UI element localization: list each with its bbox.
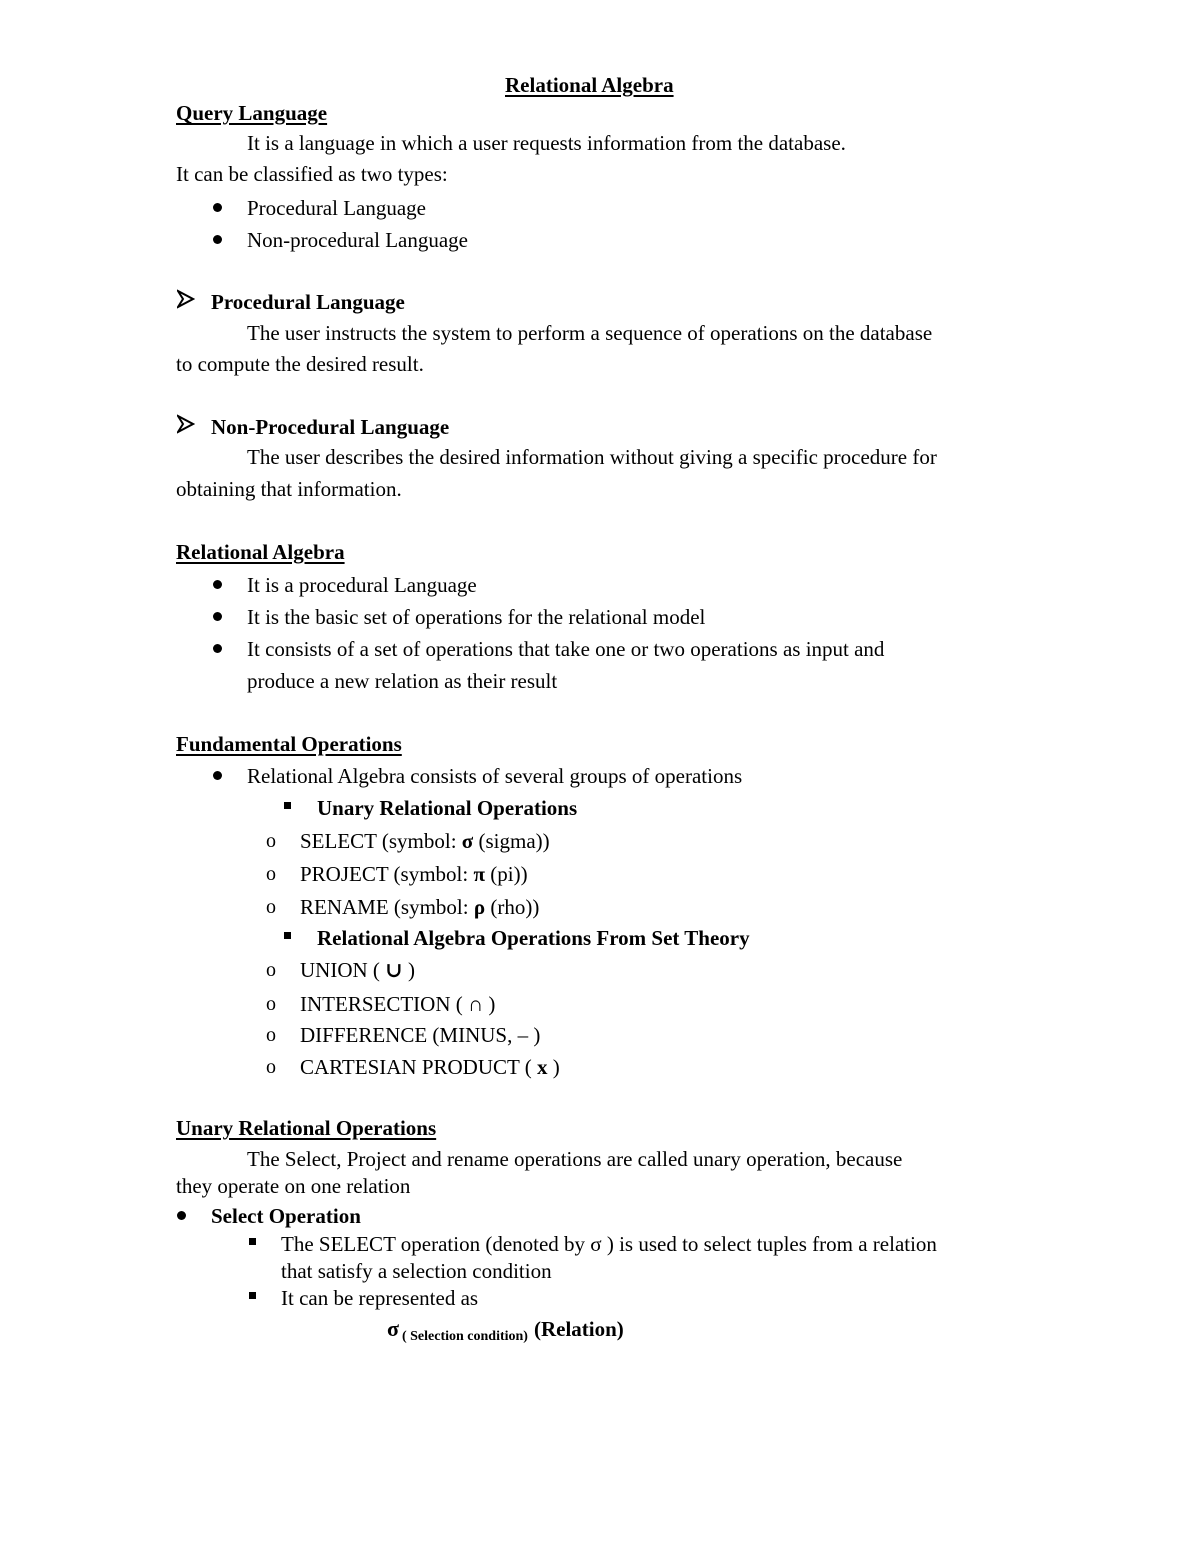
type-procedural: Procedural Language	[247, 196, 427, 220]
intersection-symbol: ∩	[467, 992, 484, 1016]
ra-bullet-3: It consists of a set of operations that take one or two operations as input and	[247, 637, 885, 661]
square-bullet-icon	[249, 1238, 256, 1245]
formula-subscript: ( Selection condition)	[401, 1329, 528, 1344]
procedural-heading: Procedural Language	[211, 290, 405, 314]
select-formula	[387, 1316, 624, 1342]
circle-bullet-icon: o	[266, 830, 276, 852]
op-cartesian: CARTESIAN PRODUCT ( x )	[300, 1055, 560, 1079]
non-procedural-heading: Non-Procedural Language	[211, 415, 450, 439]
cross-symbol: x	[536, 1055, 548, 1079]
circle-bullet-icon: o	[266, 1024, 276, 1046]
unary-para-line2: they operate on one relation	[176, 1174, 411, 1198]
ra-bullet-2: It is the basic set of operations for the relational model	[247, 605, 706, 629]
sigma-symbol: σ	[461, 829, 474, 853]
page-title: Relational Algebra	[505, 73, 674, 97]
bullet-icon	[213, 771, 222, 780]
op-union: UNION ( ∪ )	[300, 958, 416, 982]
circle-bullet-icon: o	[266, 863, 276, 885]
select-line2: that satisfy a selection condition	[281, 1259, 552, 1283]
op-intersection: INTERSECTION ( ∩ )	[300, 992, 496, 1016]
op-select: SELECT (symbol: σ (sigma))	[300, 829, 550, 853]
circle-bullet-icon: o	[266, 896, 276, 918]
square-bullet-icon	[284, 802, 291, 809]
non-procedural-line2: obtaining that information.	[176, 477, 402, 501]
circle-bullet-icon: o	[266, 1056, 276, 1078]
rho-symbol: ρ	[473, 895, 486, 919]
query-language-heading: Query Language	[176, 101, 328, 125]
select-operation-heading: Select Operation	[211, 1204, 361, 1228]
bullet-icon	[213, 235, 222, 244]
pi-symbol: π	[473, 862, 485, 886]
unary-ops-subheading: Unary Relational Operations	[317, 796, 578, 820]
arrow-bullet-icon	[177, 414, 195, 440]
circle-bullet-icon: o	[266, 959, 276, 981]
union-symbol: ∪	[385, 958, 403, 982]
square-bullet-icon	[284, 932, 291, 939]
type-non-procedural: Non-procedural Language	[247, 228, 468, 252]
unary-para-line1: The Select, Project and rename operations are called unary operation, because	[247, 1147, 903, 1171]
fundamental-bullet: Relational Algebra consists of several groups of operations	[247, 764, 743, 788]
op-difference: DIFFERENCE (MINUS, – )	[300, 1023, 541, 1047]
bullet-icon	[213, 203, 222, 212]
set-ops-subheading: Relational Algebra Operations From Set Theory	[317, 926, 750, 950]
query-language-classified: It can be classified as two types:	[176, 162, 448, 186]
bullet-icon	[177, 1211, 186, 1220]
query-language-definition: It is a language in which a user requests information from the database.	[247, 131, 846, 155]
formula-relation: (Relation)	[533, 1317, 624, 1341]
procedural-line2: to compute the desired result.	[176, 352, 424, 376]
op-project: PROJECT (symbol: π (pi))	[300, 862, 528, 886]
ra-bullet-1: It is a procedural Language	[247, 573, 477, 597]
relational-algebra-heading: Relational Algebra	[176, 540, 345, 564]
circle-bullet-icon: o	[266, 993, 276, 1015]
ra-bullet-3-cont: produce a new relation as their result	[247, 669, 558, 693]
bullet-icon	[213, 612, 222, 621]
procedural-line1: The user instructs the system to perform a sequence of operations on the database	[247, 321, 933, 345]
arrow-bullet-icon	[177, 289, 195, 315]
select-line3: It can be represented as	[281, 1286, 479, 1310]
formula-sigma: σ	[387, 1316, 399, 1341]
unary-section-heading: Unary Relational Operations	[176, 1116, 437, 1140]
square-bullet-icon	[249, 1292, 256, 1299]
non-procedural-line1: The user describes the desired information without giving a specific procedure for	[247, 445, 937, 469]
bullet-icon	[213, 580, 222, 589]
bullet-icon	[213, 644, 222, 653]
fundamental-operations-heading: Fundamental Operations	[176, 732, 402, 756]
select-line1: The SELECT operation (denoted by σ ) is used to select tuples from a relation	[281, 1232, 937, 1256]
op-rename: RENAME (symbol: ρ (rho))	[300, 895, 540, 919]
